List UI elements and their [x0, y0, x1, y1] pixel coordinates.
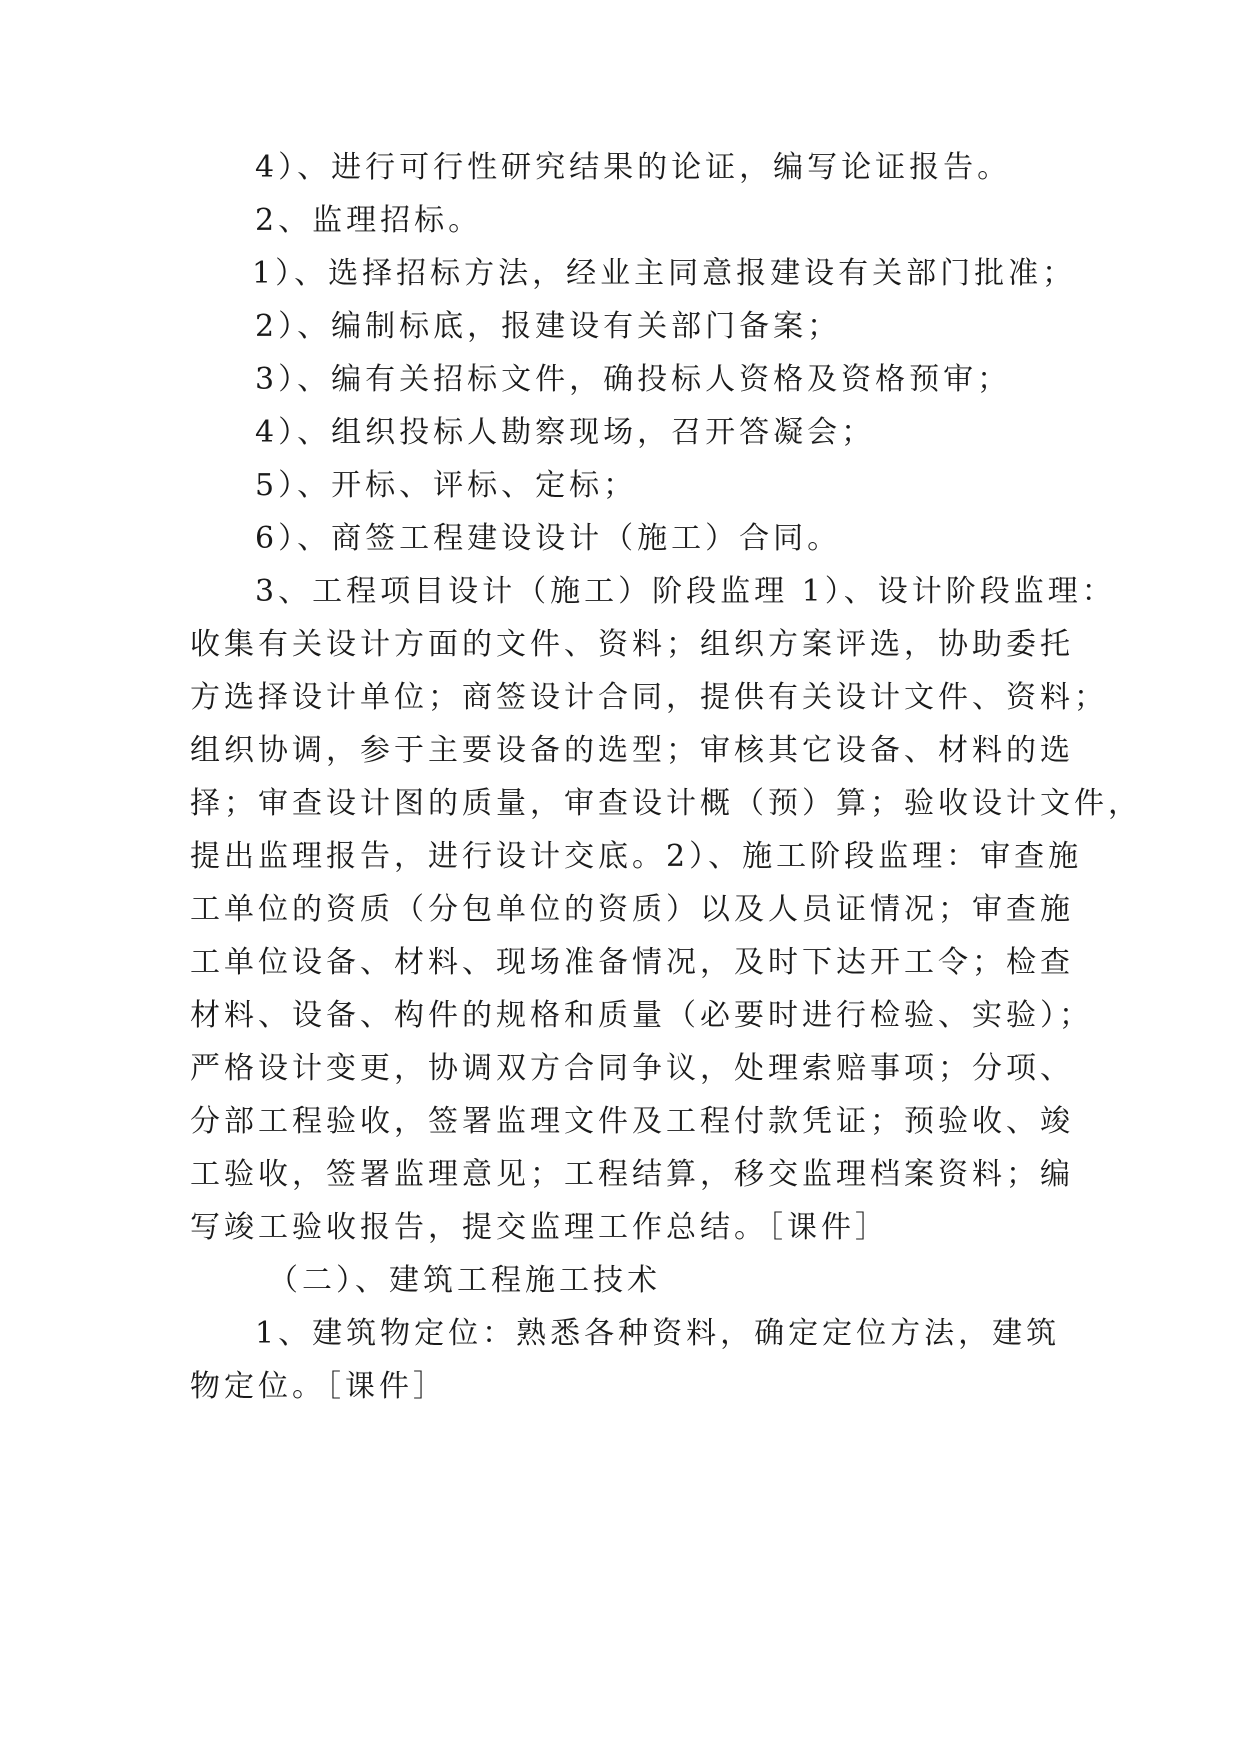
text-line-4: 2）、编制标底，报建设有关部门备案；	[255, 309, 842, 344]
text-line-16: 工单位设备、材料、现场准备情况，及时下达开工令；检查	[190, 945, 1074, 980]
text-line-7: 5）、开标、评标、定标；	[255, 468, 638, 503]
text-line-18: 严格设计变更，协调双方合同争议，处理索赔事项；分项、	[190, 1051, 1074, 1086]
text-line-3: 1）、选择招标方法，经业主同意报建设有关部门批准；	[252, 256, 1077, 291]
text-line-14: 提出监理报告，进行设计交底。2）、施工阶段监理：审查施	[190, 839, 1083, 874]
text-line-24: 物定位。［课件］	[190, 1369, 447, 1404]
section-heading: （二）、建筑工程施工技术	[268, 1263, 661, 1298]
text-line-21: 写竣工验收报告，提交监理工作总结。［课件］	[190, 1210, 889, 1245]
text-line-10: 收集有关设计方面的文件、资料；组织方案评选，协助委托	[190, 627, 1074, 662]
text-line-2: 2、监理招标。	[255, 203, 483, 238]
text-line-6: 4）、组织投标人勘察现场，召开答凝会；	[255, 415, 876, 450]
text-line-23: 1、建筑物定位：熟悉各种资料，确定定位方法，建筑	[255, 1316, 1061, 1351]
text-line-5: 3）、编有关招标文件，确投标人资格及资格预审；	[255, 362, 1012, 397]
text-line-17: 材料、设备、构件的规格和质量（必要时进行检验、实验）；	[190, 998, 1093, 1033]
text-line-12: 组织协调，参于主要设备的选型；审核其它设备、材料的选	[190, 733, 1074, 768]
text-line-19: 分部工程验收，签署监理文件及工程付款凭证；预验收、竣	[190, 1104, 1074, 1139]
text-line-8: 6）、商签工程建设设计（施工）合同。	[255, 521, 842, 556]
text-line-9: 3、工程项目设计（施工）阶段监理 1）、设计阶段监理：	[255, 574, 1116, 609]
text-line-13: 择；审查设计图的质量，审查设计概（预）算；验收设计文件，	[190, 786, 1142, 821]
text-line-20: 工验收，签署监理意见；工程结算，移交监理档案资料；编	[190, 1157, 1074, 1192]
text-line-15: 工单位的资质（分包单位的资质）以及人员证情况；审查施	[190, 892, 1074, 927]
text-line-11: 方选择设计单位；商签设计合同，提供有关设计文件、资料；	[190, 680, 1108, 715]
text-line-1: 4）、进行可行性研究结果的论证，编写论证报告。	[255, 150, 1012, 185]
